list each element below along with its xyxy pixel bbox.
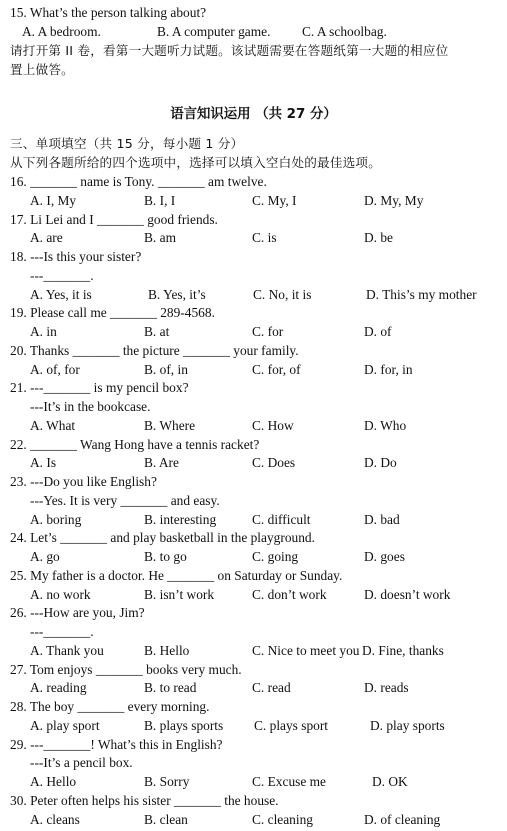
option-b: B. Sorry: [144, 774, 190, 789]
option-c: C. Excuse me: [252, 774, 327, 789]
option-d: D. be: [364, 230, 394, 246]
option-a: A. no work: [30, 586, 91, 602]
question-stem: 27. Tom enjoys _______ books very much.: [10, 661, 242, 677]
option-d: D. OK: [372, 774, 408, 789]
option-a: A. play sport: [30, 717, 100, 733]
option-b: B. A computer game.: [157, 24, 271, 39]
option-a: A. reading: [30, 680, 87, 696]
option-c: C. How: [252, 417, 294, 433]
option-a: A. I, My: [30, 192, 77, 208]
option-b: B. Yes, it’s: [148, 286, 206, 302]
option-d: D. of: [364, 324, 392, 339]
option-a: A. Thank you: [30, 642, 104, 658]
option-a: A. go: [30, 549, 60, 564]
option-b: B. isn’t work: [144, 586, 215, 602]
question-stem: 30. Peter often helps his sister _______ the house.: [10, 792, 279, 808]
option-d: D. Who: [364, 417, 407, 433]
option-d: D. doesn’t work: [364, 586, 451, 602]
option-d: D. My, My: [364, 192, 424, 208]
option-d: D. This’s my mother: [366, 286, 477, 302]
option-d: D. bad: [364, 511, 400, 527]
option-d: D. play sports: [370, 717, 445, 733]
option-d: D. for, in: [364, 361, 413, 377]
option-c: C. going: [252, 549, 299, 564]
part3-heading: 三、单项填空（共 15 分，每小题 1 分）: [10, 136, 244, 151]
option-a: A. in: [30, 324, 57, 339]
option-b: B. I, I: [144, 192, 176, 208]
dialogue-line: ---Yes. It is very _______ and easy.: [30, 492, 220, 508]
option-a: A. are: [30, 230, 63, 246]
option-b: B. interesting: [144, 511, 217, 527]
option-a: A. Yes, it is: [30, 286, 92, 302]
question-stem: 18. ---Is this your sister?: [10, 249, 142, 264]
option-a: A. boring: [30, 511, 82, 527]
dialogue-line: ---_______.: [30, 267, 94, 283]
option-c: C. difficult: [252, 511, 311, 527]
question-stem: 19. Please call me _______ 289-4568.: [10, 305, 215, 321]
option-b: B. Where: [144, 417, 196, 433]
option-b: B. to read: [144, 680, 197, 696]
option-a: A. What: [30, 417, 76, 433]
option-c: C. don’t work: [252, 586, 327, 602]
option-c: C. is: [252, 230, 277, 246]
question-stem: 21. ---_______ is my pencil box?: [10, 380, 189, 396]
question-stem: 17. Li Lei and I _______ good friends.: [10, 211, 218, 227]
option-a: A. cleans: [30, 811, 80, 827]
option-d: D. reads: [364, 680, 409, 696]
option-c: C. Nice to meet you: [252, 642, 360, 658]
dialogue-line: ---_______.: [30, 624, 94, 639]
option-b: B. Are: [144, 455, 179, 471]
question-stem: 22. _______ Wang Hong have a tennis racket?: [10, 436, 260, 452]
option-a: A. Is: [30, 455, 57, 471]
question-stem: 28. The boy _______ every morning.: [10, 699, 210, 714]
option-c: C. A schoolbag.: [302, 24, 387, 39]
option-d: D. goes: [364, 549, 405, 564]
option-c: C. Does: [252, 455, 296, 471]
option-c: C. read: [252, 680, 291, 696]
question-stem: 23. ---Do you like English?: [10, 474, 157, 489]
question-15: 15. What’s the person talking about?: [10, 5, 207, 20]
option-c: C. for, of: [252, 361, 301, 377]
part3-instruction: 从下列各题所给的四个选项中，选择可以填入空白处的最佳选项。: [10, 155, 382, 170]
question-stem: 29. ---_______! What’s this in English?: [10, 736, 223, 752]
option-b: B. clean: [144, 811, 188, 827]
dialogue-line: ---It’s a pencil box.: [30, 755, 133, 771]
question-stem: 24. Let’s _______ and play basketball in the playground.: [10, 530, 315, 546]
option-d: D. of cleaning: [364, 811, 441, 827]
option-b: B. of, in: [144, 361, 188, 377]
question-stem: 20. Thanks _______ the picture _______ your family.: [10, 342, 299, 358]
dialogue-line: ---It’s in the bookcase.: [30, 399, 151, 414]
option-b: B. Hello: [144, 642, 190, 658]
option-a: A. A bedroom.: [22, 24, 101, 39]
option-c: C. cleaning: [252, 811, 313, 827]
option-b: B. at: [144, 324, 170, 339]
option-c: C. plays sport: [254, 717, 329, 733]
question-stem: 25. My father is a doctor. He _______ on Saturday or Sunday.: [10, 567, 343, 583]
listening-instruction-line-1: 请打开第 II 卷，看第一大题听力试题。该试题需要在答题纸第一大题的相应位: [10, 43, 449, 58]
option-b: B. am: [144, 230, 176, 246]
option-c: C. for: [252, 324, 284, 339]
option-c: C. My, I: [252, 192, 297, 208]
option-d: D. Do: [364, 455, 397, 471]
question-stem: 26. ---How are you, Jim?: [10, 605, 145, 621]
option-a: A. Hello: [30, 774, 77, 789]
option-a: A. of, for: [30, 361, 80, 377]
option-d: D. Fine, thanks: [362, 642, 444, 658]
option-b: B. plays sports: [144, 717, 224, 733]
option-b: B. to go: [144, 549, 187, 564]
section-title: 语言知识运用 （共 27 分）: [170, 107, 337, 122]
listening-instruction-line-2: 置上做答。: [10, 62, 74, 77]
question-stem: 16. _______ name is Tony. _______ am twelve.: [10, 174, 267, 189]
option-c: C. No, it is: [253, 286, 312, 302]
